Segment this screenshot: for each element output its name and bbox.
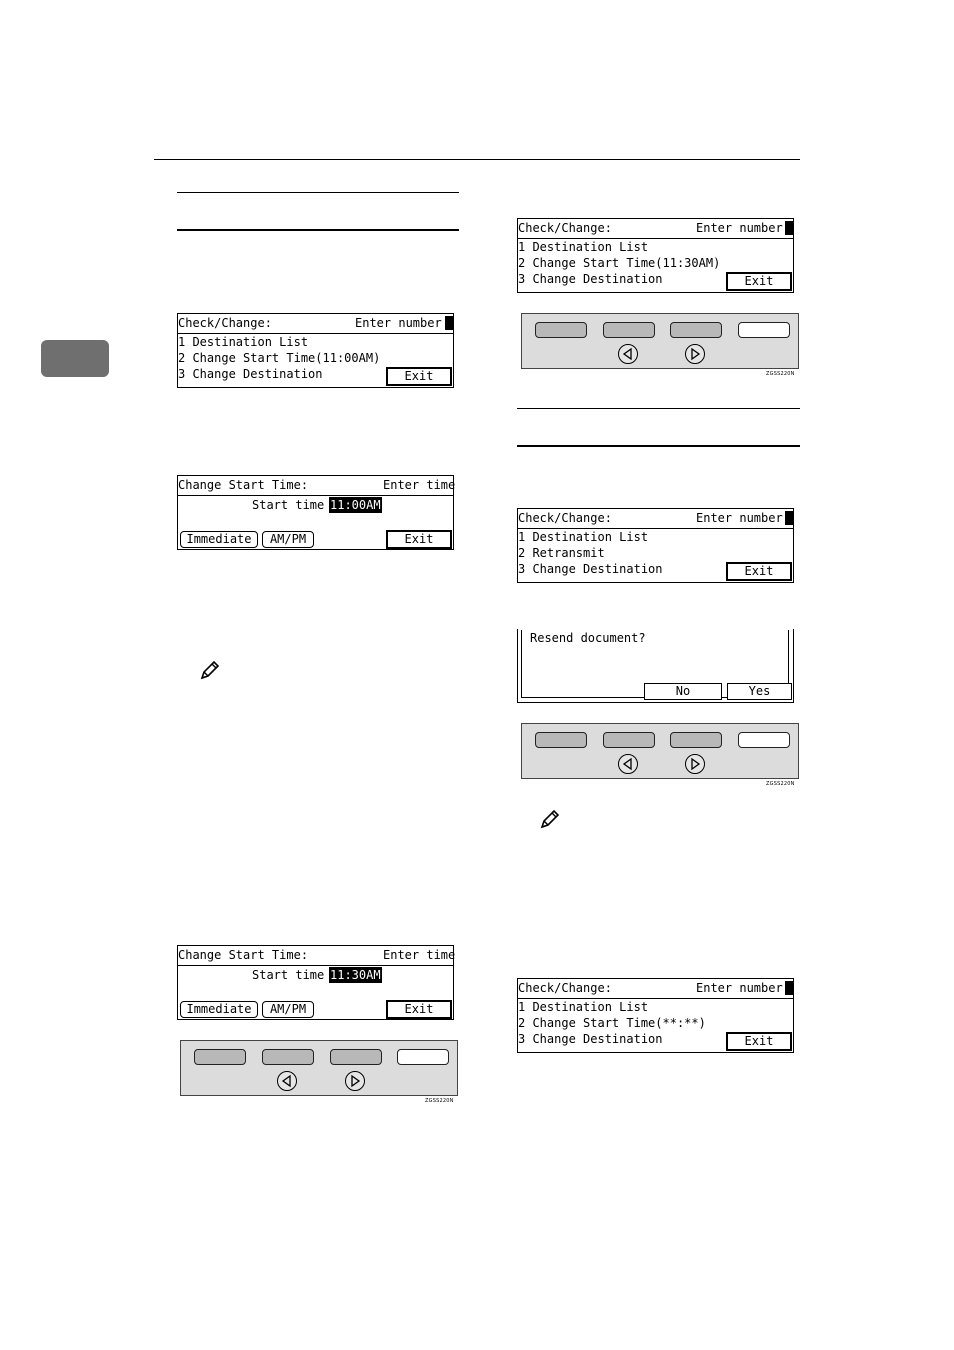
right-section-rule-top bbox=[517, 408, 800, 409]
lcd-header-left: Check/Change: bbox=[178, 316, 272, 330]
right-arrow-icon[interactable] bbox=[685, 754, 705, 774]
left-section-rule-top bbox=[177, 192, 459, 193]
menu-item-change-destination[interactable]: 3 Change Destination bbox=[518, 272, 663, 286]
function-key-4[interactable] bbox=[738, 732, 790, 748]
lcd-header-left: Change Start Time: bbox=[178, 478, 309, 492]
start-time-label: Start time bbox=[252, 498, 325, 512]
lcd-cursor bbox=[785, 981, 793, 995]
exit-button[interactable]: Exit bbox=[726, 272, 792, 291]
lcd-header-right: Enter time bbox=[383, 948, 456, 962]
lcd-header-left: Check/Change: bbox=[518, 221, 612, 235]
am-pm-button[interactable]: AM/PM bbox=[262, 1001, 314, 1018]
exit-button[interactable]: Exit bbox=[386, 367, 452, 386]
menu-item-change-start-time[interactable]: 2 Change Start Time(11:30AM) bbox=[518, 256, 721, 270]
menu-item-destination-list[interactable]: 1 Destination List bbox=[518, 1000, 649, 1014]
left-arrow-icon[interactable] bbox=[618, 754, 638, 774]
function-key-3[interactable] bbox=[670, 322, 722, 338]
page-top-rule bbox=[154, 159, 800, 160]
exit-button[interactable]: Exit bbox=[386, 530, 452, 549]
menu-item-change-destination[interactable]: 3 Change Destination bbox=[178, 367, 323, 381]
left-arrow-icon[interactable] bbox=[618, 344, 638, 364]
lcd-header-right: Enter time bbox=[383, 478, 456, 492]
lcd-header-left: Check/Change: bbox=[518, 981, 612, 995]
function-key-4[interactable] bbox=[738, 322, 790, 338]
figure-code: ZGSS220N bbox=[425, 1098, 454, 1104]
function-key-2[interactable] bbox=[262, 1049, 314, 1065]
menu-item-change-start-time[interactable]: 2 Change Start Time(**:**) bbox=[518, 1016, 706, 1030]
menu-item-destination-list[interactable]: 1 Destination List bbox=[518, 240, 649, 254]
left-arrow-icon[interactable] bbox=[277, 1071, 297, 1091]
immediate-button[interactable]: Immediate bbox=[180, 531, 258, 548]
figure-code: ZGSS220N bbox=[766, 781, 795, 787]
exit-button[interactable]: Exit bbox=[386, 1000, 452, 1019]
menu-item-change-destination[interactable]: 3 Change Destination bbox=[518, 562, 663, 576]
lcd-header-left: Check/Change: bbox=[518, 511, 612, 525]
function-key-1[interactable] bbox=[535, 322, 587, 338]
start-time-label: Start time bbox=[252, 968, 325, 982]
section-tab bbox=[41, 340, 109, 377]
control-panel bbox=[521, 723, 799, 779]
control-panel bbox=[521, 313, 799, 369]
menu-item-destination-list[interactable]: 1 Destination List bbox=[178, 335, 309, 349]
lcd-change-start-time-1 bbox=[177, 475, 454, 550]
function-key-3[interactable] bbox=[670, 732, 722, 748]
lcd-cursor bbox=[785, 511, 793, 525]
exit-button[interactable]: Exit bbox=[726, 1032, 792, 1051]
lcd-header-right: Enter number bbox=[355, 316, 442, 330]
lcd-header-right: Enter number bbox=[696, 221, 783, 235]
menu-item-retransmit[interactable]: 2 Retransmit bbox=[518, 546, 605, 560]
lcd-header-divider bbox=[178, 965, 453, 966]
start-time-value[interactable]: 11:00AM bbox=[330, 498, 381, 512]
lcd-cursor bbox=[785, 221, 793, 235]
function-key-1[interactable] bbox=[535, 732, 587, 748]
right-section-rule-bottom bbox=[517, 445, 800, 447]
yes-button[interactable]: Yes bbox=[727, 683, 792, 700]
am-pm-button[interactable]: AM/PM bbox=[262, 531, 314, 548]
function-key-1[interactable] bbox=[194, 1049, 246, 1065]
lcd-header-right: Enter number bbox=[696, 981, 783, 995]
exit-button[interactable]: Exit bbox=[726, 562, 792, 581]
function-key-2[interactable] bbox=[603, 322, 655, 338]
function-key-3[interactable] bbox=[330, 1049, 382, 1065]
no-button[interactable]: No bbox=[644, 683, 722, 700]
function-key-2[interactable] bbox=[603, 732, 655, 748]
lcd-change-start-time-2 bbox=[177, 945, 454, 1020]
left-section-rule-bottom bbox=[177, 229, 459, 231]
control-panel bbox=[180, 1040, 458, 1096]
menu-item-change-start-time[interactable]: 2 Change Start Time(11:00AM) bbox=[178, 351, 381, 365]
lcd-header-divider bbox=[178, 495, 453, 496]
function-key-4[interactable] bbox=[397, 1049, 449, 1065]
resend-prompt: Resend document? bbox=[530, 631, 646, 645]
immediate-button[interactable]: Immediate bbox=[180, 1001, 258, 1018]
right-arrow-icon[interactable] bbox=[345, 1071, 365, 1091]
menu-item-destination-list[interactable]: 1 Destination List bbox=[518, 530, 649, 544]
lcd-resend-dialog bbox=[517, 629, 794, 703]
lcd-check-change-1 bbox=[177, 313, 454, 388]
lcd-check-change-2 bbox=[517, 218, 794, 293]
start-time-value[interactable]: 11:30AM bbox=[330, 968, 381, 982]
lcd-cursor bbox=[445, 316, 453, 330]
lcd-header-right: Enter number bbox=[696, 511, 783, 525]
right-arrow-icon[interactable] bbox=[685, 344, 705, 364]
lcd-check-change-4 bbox=[517, 978, 794, 1053]
menu-item-change-destination[interactable]: 3 Change Destination bbox=[518, 1032, 663, 1046]
lcd-check-change-3 bbox=[517, 508, 794, 583]
lcd-header-left: Change Start Time: bbox=[178, 948, 309, 962]
pencil-note-icon bbox=[199, 659, 221, 681]
pencil-note-icon bbox=[539, 808, 561, 830]
figure-code: ZGSS220N bbox=[766, 371, 795, 377]
